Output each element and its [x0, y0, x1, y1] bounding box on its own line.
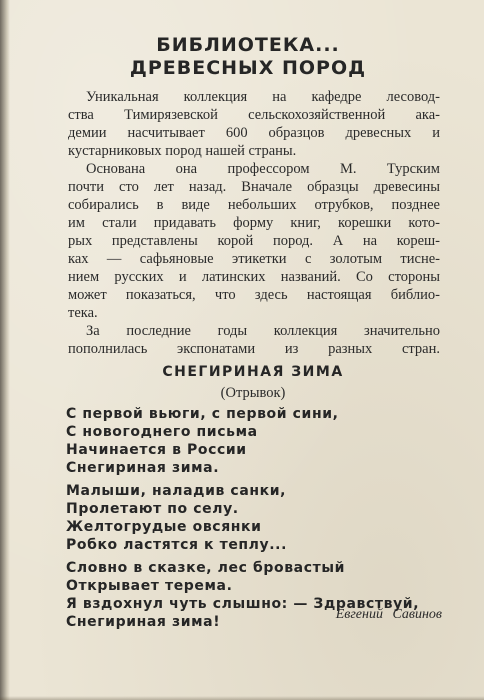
article-line: может показаться, что здесь настоящая библио- [68, 287, 440, 303]
poem-subtitle: (Отрывок) [220, 385, 286, 401]
article-line: За последние годы коллекция значительно [86, 323, 440, 339]
page-edge-shadow [0, 0, 10, 700]
article-line: демии насчитывает 600 образцов древесных и [68, 125, 440, 141]
poem-line: С первой вьюги, с первой сини, [66, 406, 339, 422]
poem-line: Начинается в России [66, 442, 247, 458]
poem-line: Робко ластятся к теплу... [66, 537, 288, 553]
article-line: Уникальная коллекция на кафедре лесовод- [86, 89, 440, 105]
article-line: рых представлены корой пород. А на кореш- [68, 233, 440, 249]
poem-line: Снегириная зима! [66, 614, 221, 630]
poem-line: Малыши, наладив санки, [66, 483, 287, 499]
article-line: собирались в виде небольших отрубков, позднее [68, 197, 440, 213]
article-line: кустарниковых пород нашей страны. [68, 143, 297, 159]
poem-line: Снегириная зима. [66, 460, 220, 476]
article-line: ства Тимирязевской сельскохозяйственной ака- [68, 107, 440, 123]
poem-line: Я вздохнул чуть слышно: — Здравствуй, [66, 596, 420, 612]
poem-line: Словно в сказке, лес бровастый [66, 560, 346, 576]
article-line: им стали придавать форму книг, корешки кото- [68, 215, 440, 231]
poem-line: Открывает терема. [66, 578, 233, 594]
article-line: Основана она профессором М. Турским [86, 161, 440, 177]
article-title-line1: БИБЛИОТЕКА... [156, 34, 340, 56]
article-title-line2: ДРЕВЕСНЫХ ПОРОД [129, 57, 367, 79]
article-line: тека. [68, 305, 98, 321]
page-bottom-shadow [0, 696, 484, 700]
poem-line: Пролетают по селу. [66, 501, 239, 517]
poem-title: СНЕГИРИНАЯ ЗИМА [162, 364, 344, 380]
poem-line: С новогоднего письма [66, 424, 258, 440]
poem-author: Евгений Савинов [335, 607, 442, 622]
article-line: почти сто лет назад. Вначале образцы древесины [68, 179, 440, 195]
poem-line: Желтогрудые овсянки [66, 519, 262, 535]
article-line: ках — сафьяновые этикетки с золотым тисне- [68, 251, 440, 267]
article-line: нием русских и латинских названий. Со стороны [68, 269, 440, 285]
article-line: пополнилась экспонатами из разных стран. [68, 341, 440, 357]
